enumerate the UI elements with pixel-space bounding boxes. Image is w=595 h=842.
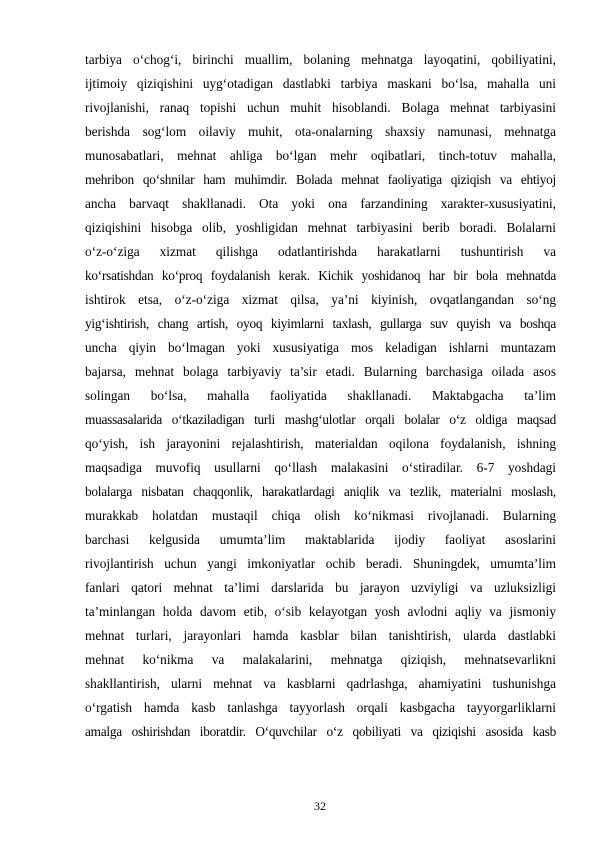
text-line: qiziqishini hisobga olib, yoshligidan mehnat tarbiyasini berib boradi. Bolalarni (85, 220, 556, 235)
text-line: ancha barvaqt shakllanadi. Ota yoki ona farzandining xarakter-xususiyatini, (85, 196, 556, 211)
text-line: mehnat ko‘nikma va malakalarini, mehnatga qiziqish, mehnatsevarlikni (85, 652, 556, 667)
text-line: tarbiya o‘chog‘i, birinchi muallim, bolaning mehnatga layoqatini, qobiliyatini, (85, 52, 556, 67)
text-line: ijtimoiy qiziqishini uyg‘otadigan dastlabki tarbiya maskani bo‘lsa, mahalla uni (85, 76, 556, 91)
text-line: ta’minlangan holda davom etib, o‘sib kelayotgan yosh avlodni aqliy va jismoniy (85, 604, 556, 619)
text-line: yig‘ishtirish, chang artish, oyoq kiyimlarni taxlash, gullarga suv quyish va boshqa (85, 316, 556, 331)
text-line: berishda sog‘lom oilaviy muhit, ota-onalarning shaxsiy namunasi, mehnatga (85, 124, 556, 139)
text-line: murakkab holatdan mustaqil chiqa olish ko‘nikmasi rivojlanadi. Bularning (85, 508, 556, 523)
text-line: uncha qiyin bo‘lmagan yoki xususiyatiga mos keladigan ishlarni muntazam (85, 340, 556, 355)
page-number: 32 (314, 799, 326, 813)
text-line: maqsadiga muvofiq usullarni qo‘llash malakasini o‘stiradilar. 6-7 yoshdagi (85, 460, 556, 475)
text-line: ishtirok etsa, o‘z-o‘ziga xizmat qilsa, ya’ni kiyinish, ovqatlangandan so‘ng (85, 292, 556, 307)
text-line: mehnat turlari, jarayonlari hamda kasblar bilan tanishtirish, ularda dastlabki (85, 628, 556, 643)
text-line: munosabatlari, mehnat ahliga bo‘lgan mehr oqibatlari, tinch-totuv mahalla, (85, 148, 556, 163)
text-line: solingan bo‘lsa, mahalla faoliyatida shakllanadi. Maktabgacha ta’lim (85, 388, 556, 403)
text-line: rivojlantirish uchun yangi imkoniyatlar ochib beradi. Shuningdek, umumta’lim (85, 556, 556, 571)
text-line: barchasi kelgusida umumta’lim maktablarida ijodiy faoliyat asoslarini (85, 532, 556, 547)
text-line: bolalarga nisbatan chaqqonlik, harakatlardagi aniqlik va tezlik, materialni moslash, (85, 484, 556, 499)
text-line: shakllantirish, ularni mehnat va kasblarni qadrlashga, ahamiyatini tushunishga (85, 676, 556, 691)
text-line: muassasalarida o‘tkaziladigan turli mashg‘ulotlar orqali bolalar o‘z oldiga maqsad (85, 412, 556, 427)
text-line: amalga oshirishdan iboratdir. O‘quvchilar o‘z qobiliyati va qiziqishi asosida kasb (85, 724, 556, 739)
text-line: qo‘yish, ish jarayonini rejalashtirish, materialdan oqilona foydalanish, ishning (85, 436, 556, 451)
text-line: bajarsa, mehnat bolaga tarbiyaviy ta’sir etadi. Bularning barchasiga oilada asos (85, 364, 556, 379)
text-line: o‘rgatish hamda kasb tanlashga tayyorlash orqali kasbgacha tayyorgarliklarni (85, 700, 556, 715)
text-line: rivojlanishi, ranaq topishi uchun muhit hisoblandi. Bolaga mehnat tarbiyasini (85, 100, 556, 115)
text-line: o‘z-o‘ziga xizmat qilishga odatlantirishda harakatlarni tushuntirish va (85, 244, 556, 259)
text-line: fanlari qatori mehnat ta’limi darslarida bu jarayon uzviyligi va uzluksizligi (85, 580, 556, 595)
text-line: ko‘rsatishdan ko‘proq foydalanish kerak. Kichik yoshidanoq har bir bola mehnatda (85, 268, 556, 283)
body-text (85, 48, 556, 744)
text-line: mehribon qo‘shnilar ham muhimdir. Bolada mehnat faoliyatiga qiziqish va ehtiyoj (85, 172, 556, 187)
